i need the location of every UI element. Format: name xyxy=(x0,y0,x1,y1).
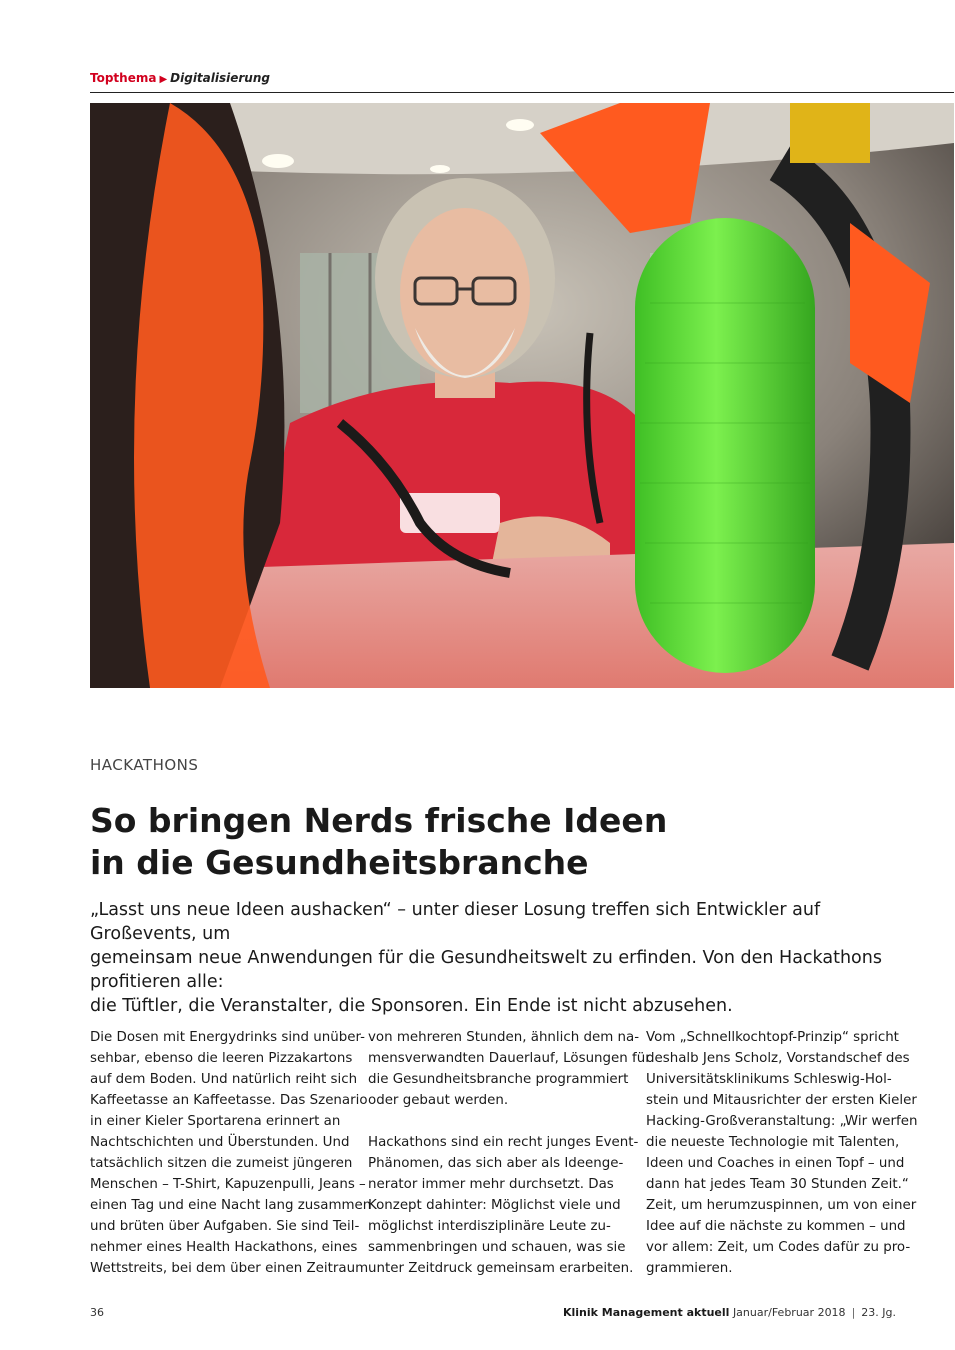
headline-line: So bringen Nerds frische Ideen xyxy=(90,801,668,840)
body-line: Hackathons sind ein recht junges Event- xyxy=(368,1135,639,1150)
body-line: stein und Mitausrichter der ersten Kieler xyxy=(646,1093,917,1108)
article-photo xyxy=(90,103,954,688)
body-line: deshalb Jens Scholz, Vorstandschef des xyxy=(646,1051,910,1066)
body-line: Vom „Schnellkochtopf-Prinzip“ spricht xyxy=(646,1030,899,1045)
volume: 23. Jg. xyxy=(861,1306,896,1319)
body-line: oder gebaut werden. xyxy=(368,1093,509,1108)
body-line: Kaffeetasse an Kaffeetasse. Das Szenario xyxy=(90,1093,368,1108)
body-line: mensverwandten Dauerlauf, Lösungen für xyxy=(368,1051,651,1066)
body-line: möglichst interdisziplinäre Leute zu- xyxy=(368,1219,611,1234)
body-line: grammieren. xyxy=(646,1261,733,1276)
page-number: 36 xyxy=(90,1306,104,1319)
body-line: Konzept dahinter: Möglichst viele und xyxy=(368,1198,621,1213)
body-line: die Gesundheitsbranche programmiert xyxy=(368,1072,629,1087)
body-line: von mehreren Stunden, ähnlich dem na- xyxy=(368,1030,640,1045)
body-line: Universitätsklinikums Schleswig-Hol- xyxy=(646,1072,892,1087)
body-line: auf dem Boden. Und natürlich reiht sich xyxy=(90,1072,358,1087)
body-line: nehmer eines Health Hackathons, eines xyxy=(90,1240,358,1255)
lead-line: die Tüftler, die Veranstalter, die Sponsoren. Ein Ende ist nicht abzusehen. xyxy=(90,996,733,1016)
body-line: die neueste Technologie mit Talenten, xyxy=(646,1135,900,1150)
body-line: in einer Kieler Sportarena erinnert an xyxy=(90,1114,341,1129)
triangle-right-icon: ▶ xyxy=(159,74,168,85)
body-line: Hacking-Großveranstaltung: „Wir werfen xyxy=(646,1114,918,1129)
lead-line: „Lasst uns neue Ideen aushacken“ – unter dieser Losung treffen sich Entwickler auf Großevents, um xyxy=(90,900,821,944)
body-line: unter Zeitdruck gemeinsam erarbeiten. xyxy=(368,1261,634,1276)
body-line: sehbar, ebenso die leeren Pizzakartons xyxy=(90,1051,353,1066)
ceiling-lamp xyxy=(262,154,294,168)
body-column-1 xyxy=(90,1027,372,1279)
section-label: Topthema xyxy=(90,71,157,85)
body-line: Ideen und Coaches in einen Topf – und xyxy=(646,1156,905,1171)
headline-line: in die Gesundheitsbranche xyxy=(90,843,589,882)
journal-name: Klinik Management aktuell xyxy=(562,1306,730,1319)
topic-label: Digitalisierung xyxy=(170,71,270,85)
body-line: und brüten über Aufgaben. Sie sind Teil- xyxy=(90,1219,360,1234)
face xyxy=(400,208,530,378)
body-line: Idee auf die nächste zu kommen – und xyxy=(646,1219,906,1234)
green-printed-object xyxy=(635,218,815,673)
ceiling-lamp xyxy=(430,165,450,173)
body-line: vor allem: Zeit, um Codes dafür zu pro- xyxy=(646,1240,911,1255)
body-line: einen Tag und eine Nacht lang zusammen xyxy=(90,1198,372,1213)
body-line: sammenbringen und schauen, was sie xyxy=(368,1240,626,1255)
ceiling-lamp xyxy=(506,119,534,131)
body-line: dann hat jedes Team 30 Stunden Zeit.“ xyxy=(646,1177,909,1192)
body-line: Wettstreits, bei dem über einen Zeitraum xyxy=(90,1261,369,1276)
issue-date: Januar/Februar 2018 xyxy=(732,1306,846,1319)
body-line: Menschen – T-Shirt, Kapuzenpulli, Jeans – xyxy=(90,1177,366,1192)
body-line: Zeit, um herumzuspinnen, um von einer xyxy=(646,1198,917,1213)
page-footer xyxy=(90,1304,896,1322)
footer-publication xyxy=(563,1304,896,1322)
headline xyxy=(90,800,890,884)
red-shirt xyxy=(260,381,690,573)
footer-separator: | xyxy=(851,1306,856,1319)
printer-fan xyxy=(790,103,870,163)
body-line: Nachtschichten und Überstunden. Und xyxy=(90,1135,350,1150)
body-column-2 xyxy=(368,1027,651,1279)
lead-paragraph xyxy=(90,898,910,1018)
body-column-3 xyxy=(646,1027,918,1279)
photo-illustration xyxy=(90,103,954,688)
kicker: HACKATHONS xyxy=(90,756,199,774)
body-line: Die Dosen mit Energydrinks sind unüber- xyxy=(90,1030,365,1045)
lead-line: gemeinsam neue Anwendungen für die Gesundheitswelt zu erfinden. Von den Hackathons profitieren alle: xyxy=(90,948,882,992)
paragraph-gap xyxy=(368,1111,622,1132)
running-head xyxy=(90,68,954,93)
body-line: Phänomen, das sich aber als Ideenge- xyxy=(368,1156,624,1171)
body-line: tatsächlich sitzen die zumeist jüngeren xyxy=(90,1156,353,1171)
body-line: nerator immer mehr durchsetzt. Das xyxy=(368,1177,614,1192)
